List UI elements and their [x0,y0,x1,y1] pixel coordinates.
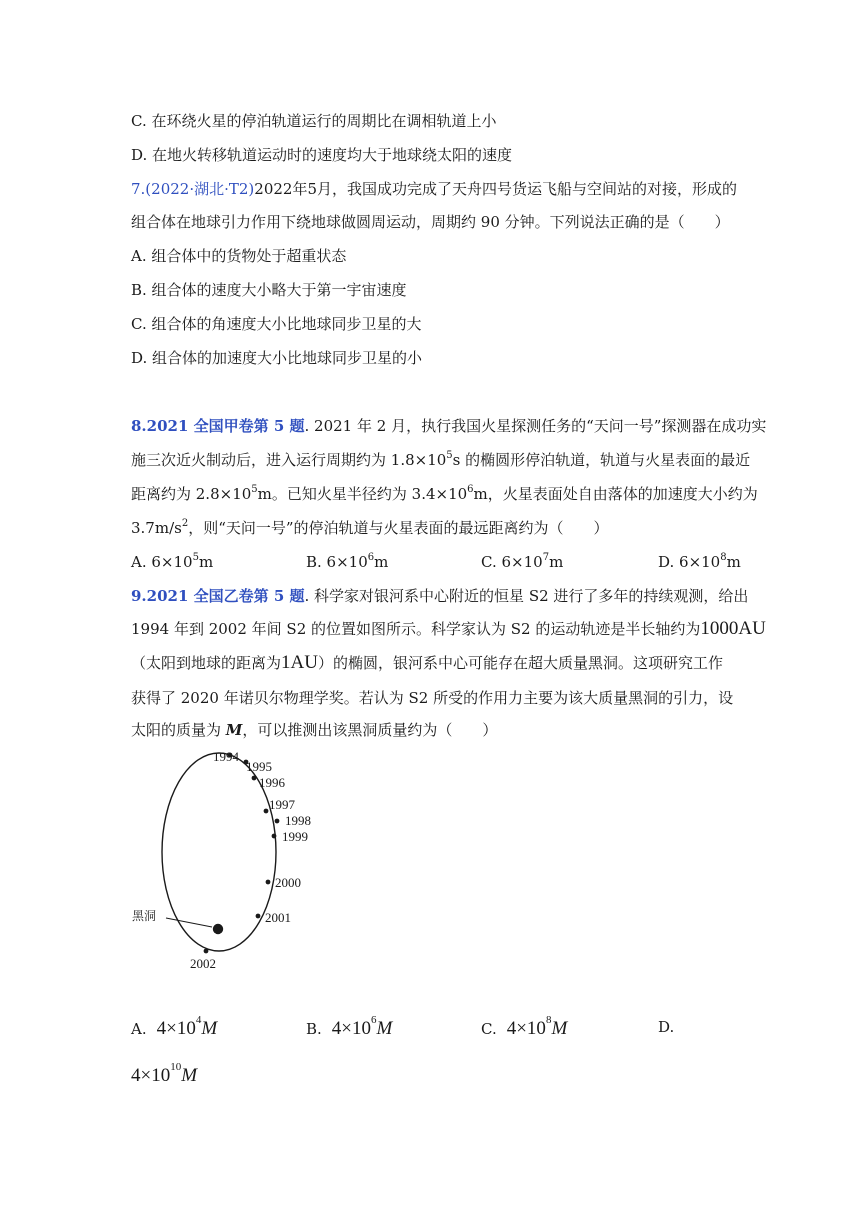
s2-orbit-diagram [128,745,328,977]
q7-token: 5 [307,180,318,198]
year-label-1996: 1996 [259,775,285,790]
year-label-1999: 1999 [282,829,308,844]
q8-option-c: C. $6\times 10^7m$ [481,552,564,571]
year-label-2000: 2000 [275,875,301,890]
q9-option-b: B. $4\times 10^6M$ [306,1013,393,1039]
year-label-2001: 2001 [265,910,291,925]
q9-option-c: C. $4\times 10^8M$ [481,1013,568,1039]
year-point-2001 [256,914,261,919]
q8-option-d: D. $6\times 10^8m$ [658,552,741,571]
q7-option-b: B. 组合体的速度大小略大于第一宇宙速度 [131,281,407,299]
q8-option-b: B. $6\times 10^6m$ [306,552,389,571]
q9-option-a: A. $4\times 10^4M$ [131,1013,218,1039]
q7-option-d: D. 组合体的加速度大小比地球同步卫星的小 [131,349,423,367]
q6-option-c: C. 在环绕火星的停泊轨道运行的周期比在调相轨道上小 [131,112,497,130]
year-point-1997 [264,809,269,814]
q9-option-d-value: $4\times 10^{10}M$ [131,1060,198,1086]
q8-reference: 8.2021 全国甲卷第 5 题 [131,417,305,435]
black-hole-dot [213,924,223,934]
q7-option-c: C. 组合体的角速度大小比地球同步卫星的大 [131,315,422,333]
q7-stem-line1 [131,179,738,199]
q7-token: 2022 [254,180,293,198]
year-point-1999 [272,834,277,839]
q8-stem-line4: $3.7m/s^2$，则“天问一号”的停泊轨道与火星表面的最远距离约为（ ） [131,518,609,537]
q7-token: 月，我国成功完成了天舟四号货运飞船与空间站的对接，形成的 [317,180,738,198]
q9-reference: 9.2021 全国乙卷第 5 题 [131,587,305,605]
year-point-1996 [252,776,257,781]
q7-reference: 7.(2022·湖北·T2) [131,180,255,198]
q9-stem-line5: 太阳的质量为 M，可以推测出该黑洞质量约为（ ） [131,721,498,739]
year-point-2002 [204,949,209,954]
black-hole-leader [166,918,212,927]
q9-stem-line4: 获得了 2020 年诺贝尔物理学奖。若认为 S2 所受的作用力主要为该大质量黑洞的引力，设 [131,689,734,707]
q9-stem-line3: （太阳到地球的距离为1AU）的椭圆，银河系中心可能存在超大质量黑洞。这项研究工作 [131,652,723,673]
q8-stem-line2: 施三次近火制动后，进入运行周期约为 $1.8\times 10^5s$ 的椭圆形停泊轨道，轨道与火星表面的最近 [131,450,751,469]
q6-option-d: D. 在地火转移轨道运动时的速度均大于地球绕太阳的速度 [131,146,513,164]
q9-stem-line1: 9.2021 全国乙卷第 5 题. 科学家对银河系中心附近的恒星 S2 进行了多年的持续观测，给出 [131,587,749,605]
year-label-1995: 1995 [246,759,272,774]
q7-stem-line2: 组合体在地球引力作用下绕地球做圆周运动，周期约 90 分钟。下列说法正确的是（ ） [131,213,730,231]
year-label-1997: 1997 [269,797,295,812]
q7-token: 年 [292,180,308,198]
q8-stem-line1: 8.2021 全国甲卷第 5 题. 2021 年 2 月，执行我国火星探测任务的“天问一号”探测器在成功实 [131,417,767,435]
year-label-2002: 2002 [190,956,216,971]
q9-option-d-label: D. [658,1018,675,1036]
year-point-2000 [266,880,271,885]
q8-stem-line3: 距离约为 $2.8\times 10^5m$。已知火星半径约为 $3.4\times 10^6m$，火星表面处自由落体的加速度大小约为 [131,484,758,503]
year-label-1994: 1994 [213,749,239,764]
q8-option-a: A. $6\times 10^5m$ [131,552,214,571]
black-hole-label: 黑洞 [132,909,157,923]
year-label-1998: 1998 [285,813,311,828]
year-point-1998 [275,819,280,824]
q9-stem-line2: 1994 年到 2002 年间 S2 的位置如图所示。科学家认为 S2 的运动轨迹是半长轴约为1000AU [131,618,766,639]
q7-option-a: A. 组合体中的货物处于超重状态 [131,247,347,265]
